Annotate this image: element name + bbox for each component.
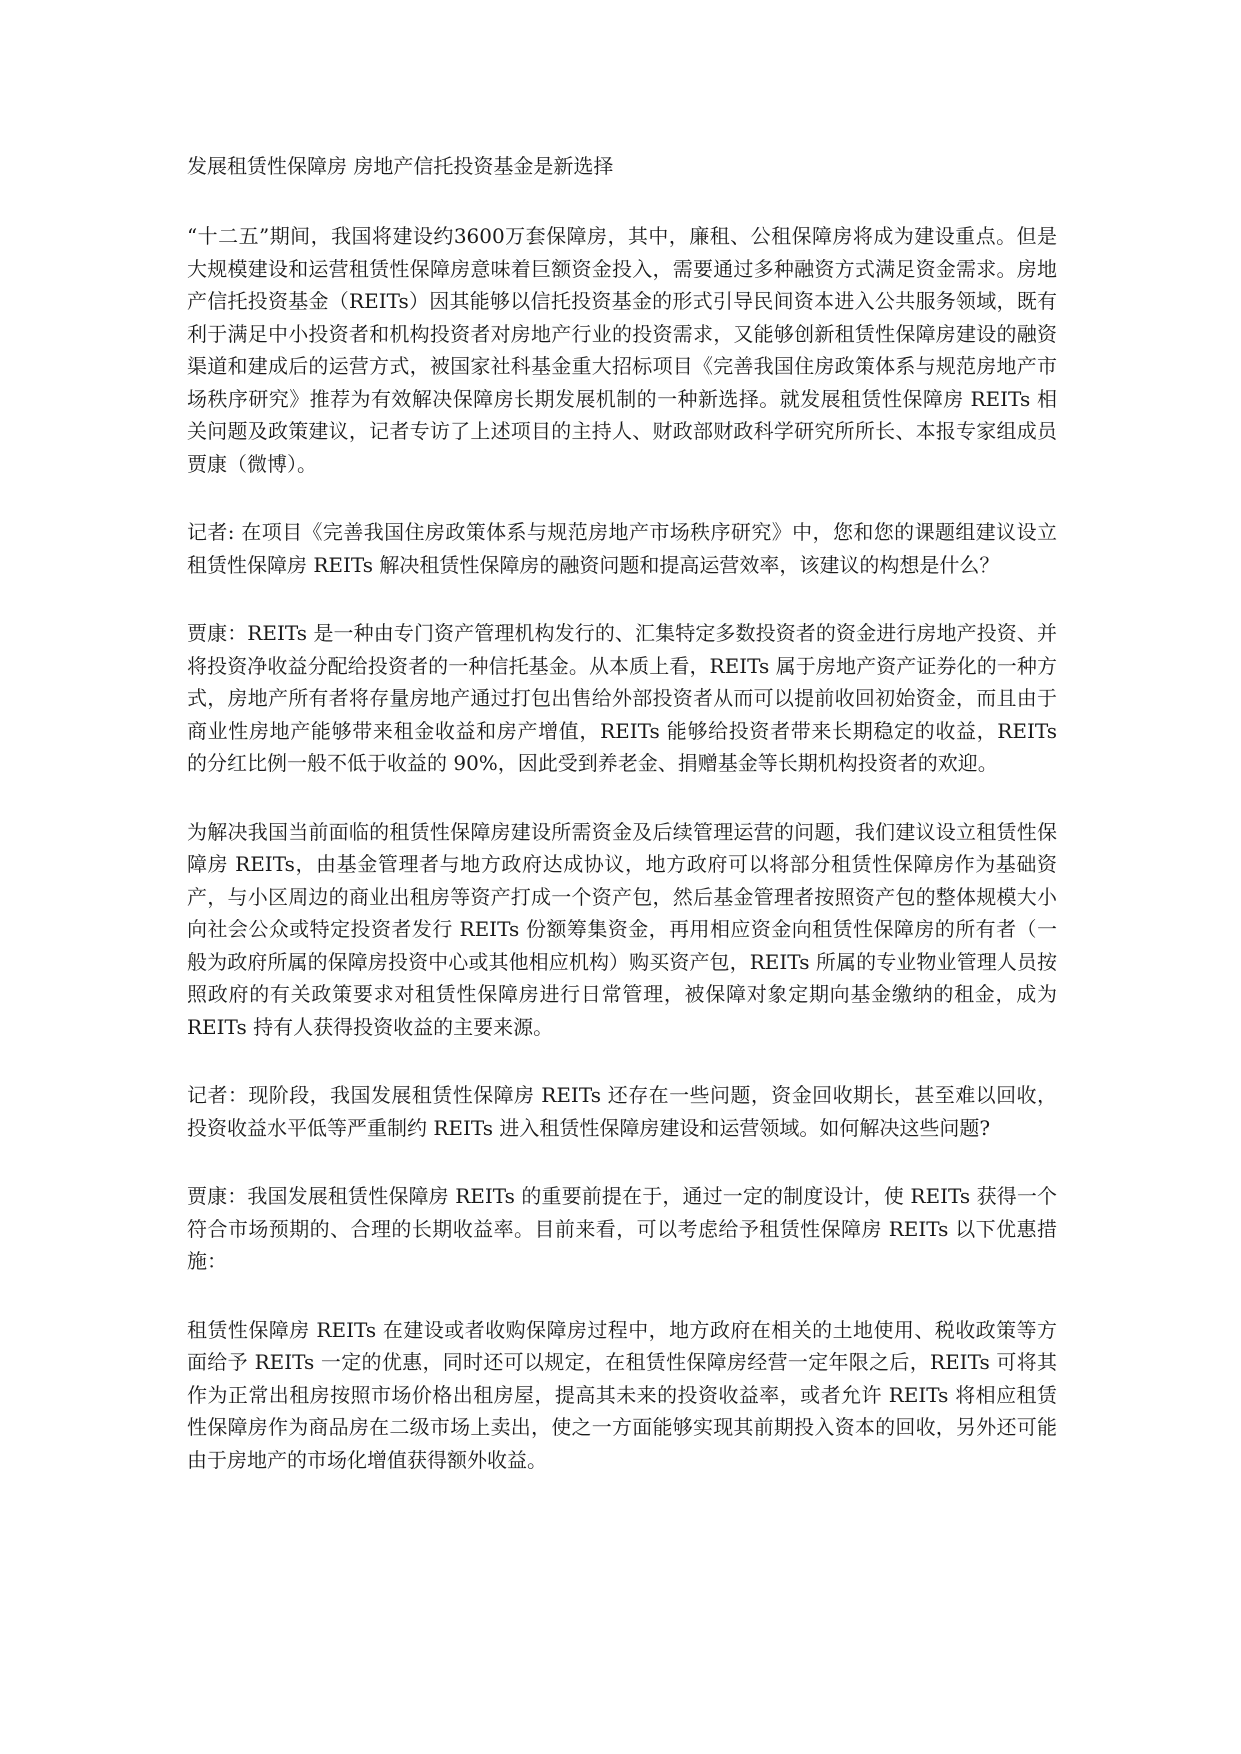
document-page bbox=[187, 150, 1057, 1512]
paragraph-answer-2: 贾康：我国发展租赁性保障房 REITs 的重要前提在于，通过一定的制度设计，使 REITs 获得一个符合市场预期的、合理的长期收益率。目前来看，可以考虑给予租赁性保障房 REITs 以下优惠措施： bbox=[187, 1184, 1057, 1273]
paragraph-intro: “十二五”期间，我国将建设约3600万套保障房，其中，廉租、公租保障房将成为建设重点。但是大规模建设和运营租赁性保障房意味着巨额资金投入，需要通过多种融资方式满足资金需求。房地产信托投资基金（REITs）因其能够以信托投资基金的形式引导民间资本进入公共服务领域，既有利于满足中小投资者和机构投资者对房地产行业的投资需求，又能够创新租赁性保障房建设的融资渠道和建成后的运营方式，被国家社科基金重大招标项目《完善我国住房政策体系与规范房地产市场秩序研究》推荐为有效解决保障房长期发展机制的一种新选择。就发展租赁性保障房 REITs 相关问题及政策建议，记者专访了上述项目的主持人、财政部财政科学研究所所长、本报专家组成员贾康（微博）。 bbox=[187, 224, 1057, 476]
document-title: 发展租赁性保障房 房地产信托投资基金是新选择 bbox=[187, 154, 614, 178]
paragraph-question-1: 记者: 在项目《完善我国住房政策体系与规范房地产市场秩序研究》中，您和您的课题组建议设立租赁性保障房 REITs 解决租赁性保障房的融资问题和提高运营效率，该建议的构想是什么？ bbox=[187, 520, 1057, 577]
paragraph-answer-2-continued: 租赁性保障房 REITs 在建设或者收购保障房过程中，地方政府在相关的土地使用、税收政策等方面给予 REITs 一定的优惠，同时还可以规定，在租赁性保障房经营一定年限之后，REITs 可将其作为正常出租房按照市场价格出租房屋，提高其未来的投资收益率，或者允许 REITs 将相应租赁性保障房作为商品房在二级市场上卖出，使之一方面能够实现其前期投入资本的回收，另外还可能由于房地产的市场化增值获得额外收益。 bbox=[187, 1317, 1057, 1472]
paragraph-question-2: 记者：现阶段，我国发展租赁性保障房 REITs 还存在一些问题，资金回收期长，甚至难以回收，投资收益水平低等严重制约 REITs 进入租赁性保障房建设和运营领域。如何解决这些问题? bbox=[187, 1083, 1057, 1140]
paragraph-answer-1-continued: 为解决我国当前面临的租赁性保障房建设所需资金及后续管理运营的问题，我们建议设立租赁性保障房 REITs，由基金管理者与地方政府达成协议，地方政府可以将部分租赁性保障房作为基础资产，与小区周边的商业出租房等资产打成一个资产包，然后基金管理者按照资产包的整体规模大小向社会公众或特定投资者发行 REITs 份额筹集资金，再用相应资金向租赁性保障房的所有者（一般为政府所属的保障房投资中心或其他相应机构）购买资产包，REITs 所属的专业物业管理人员按照政府的有关政策要求对租赁性保障房进行日常管理，被保障对象定期向基金缴纳的租金，成为 REITs 持有人获得投资收益的主要来源。 bbox=[187, 819, 1057, 1039]
paragraph-answer-1: 贾康：REITs 是一种由专门资产管理机构发行的、汇集特定多数投资者的资金进行房地产投资、并将投资净收益分配给投资者的一种信托基金。从本质上看，REITs 属于房地产资产证券化的一种方式，房地产所有者将存量房地产通过打包出售给外部投资者从而可以提前收回初始资金，而且由于商业性房地产能够带来租金收益和房产增值，REITs 能够给投资者带来长期稳定的收益，REITs 的分红比例一般不低于收益的 90%，因此受到养老金、捐赠基金等长期机构投资者的欢迎。 bbox=[187, 621, 1057, 775]
